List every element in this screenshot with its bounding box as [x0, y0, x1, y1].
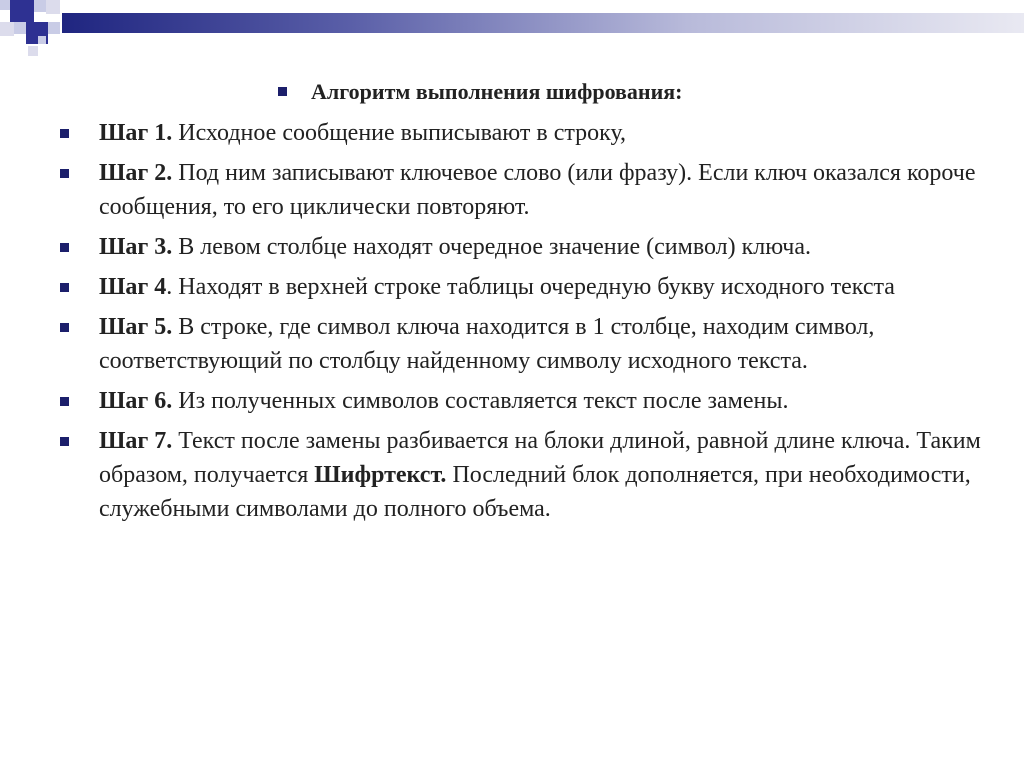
list-item [60, 424, 990, 526]
decor-square [14, 22, 26, 34]
bullet-square-icon [60, 169, 69, 178]
step-label: Шаг 2. [99, 160, 173, 186]
slide-heading: Алгоритм выполнения шифрования: [311, 79, 683, 104]
step-body: Из полученных символов составляется текст после замены. [172, 388, 789, 414]
list-item [60, 270, 990, 304]
decor-square [46, 0, 60, 14]
step-label: Шаг 4 [99, 274, 167, 300]
list-item [60, 230, 990, 264]
step-text [99, 270, 895, 304]
decor-square [48, 22, 60, 34]
step-body: В строке, где символ ключа находится в 1 столбце, находим символ, соответствующий по столбцу найденному символу исходного текста. [99, 314, 875, 374]
step-text [99, 116, 626, 150]
decor-square [34, 0, 46, 12]
decor-square [28, 46, 38, 56]
list-item [60, 384, 990, 418]
step-emphasis: Шифртекст. [314, 462, 447, 488]
decor-square [0, 22, 14, 36]
decor-square [10, 0, 34, 22]
step-body: . Находят в верхней строке таблицы очередную букву исходного текста [166, 274, 895, 300]
step-body: Исходное сообщение выписывают в строку, [172, 120, 627, 146]
step-body-tail: Последний блок дополняется, при необходимости, служебными символами до полного объема. [99, 462, 971, 522]
bullet-square-icon [60, 397, 69, 406]
step-body: В левом столбце находят очередное значение (символ) ключа. [172, 234, 812, 260]
decor-square [0, 0, 10, 10]
step-label: Шаг 1. [99, 120, 173, 146]
step-label: Шаг 3. [99, 234, 173, 260]
bullet-square-icon [278, 87, 287, 96]
list-item [60, 116, 990, 150]
step-label: Шаг 6. [99, 388, 173, 414]
step-text [99, 230, 811, 264]
step-text [99, 310, 990, 378]
slide-content [60, 74, 990, 532]
bullet-square-icon [60, 323, 69, 332]
step-text [99, 384, 788, 418]
bullet-square-icon [60, 437, 69, 446]
top-gradient-bar [62, 13, 1024, 33]
list-item [60, 156, 990, 224]
step-text [99, 424, 990, 526]
decor-square [38, 36, 46, 44]
list-item [60, 310, 990, 378]
step-text [99, 156, 990, 224]
step-label: Шаг 5. [99, 314, 173, 340]
heading-row [278, 74, 990, 110]
steps-list [60, 116, 990, 526]
step-body: Под ним записывают ключевое слово (или фразу). Если ключ оказался короче сообщения, то его циклически повторяют. [99, 160, 976, 220]
bullet-square-icon [60, 283, 69, 292]
step-label: Шаг 7. [99, 428, 173, 454]
bullet-square-icon [60, 243, 69, 252]
step-body: Текст после замены разбивается на блоки длиной, равной длине ключа. Таким образом, получается [99, 428, 981, 488]
bullet-square-icon [60, 129, 69, 138]
